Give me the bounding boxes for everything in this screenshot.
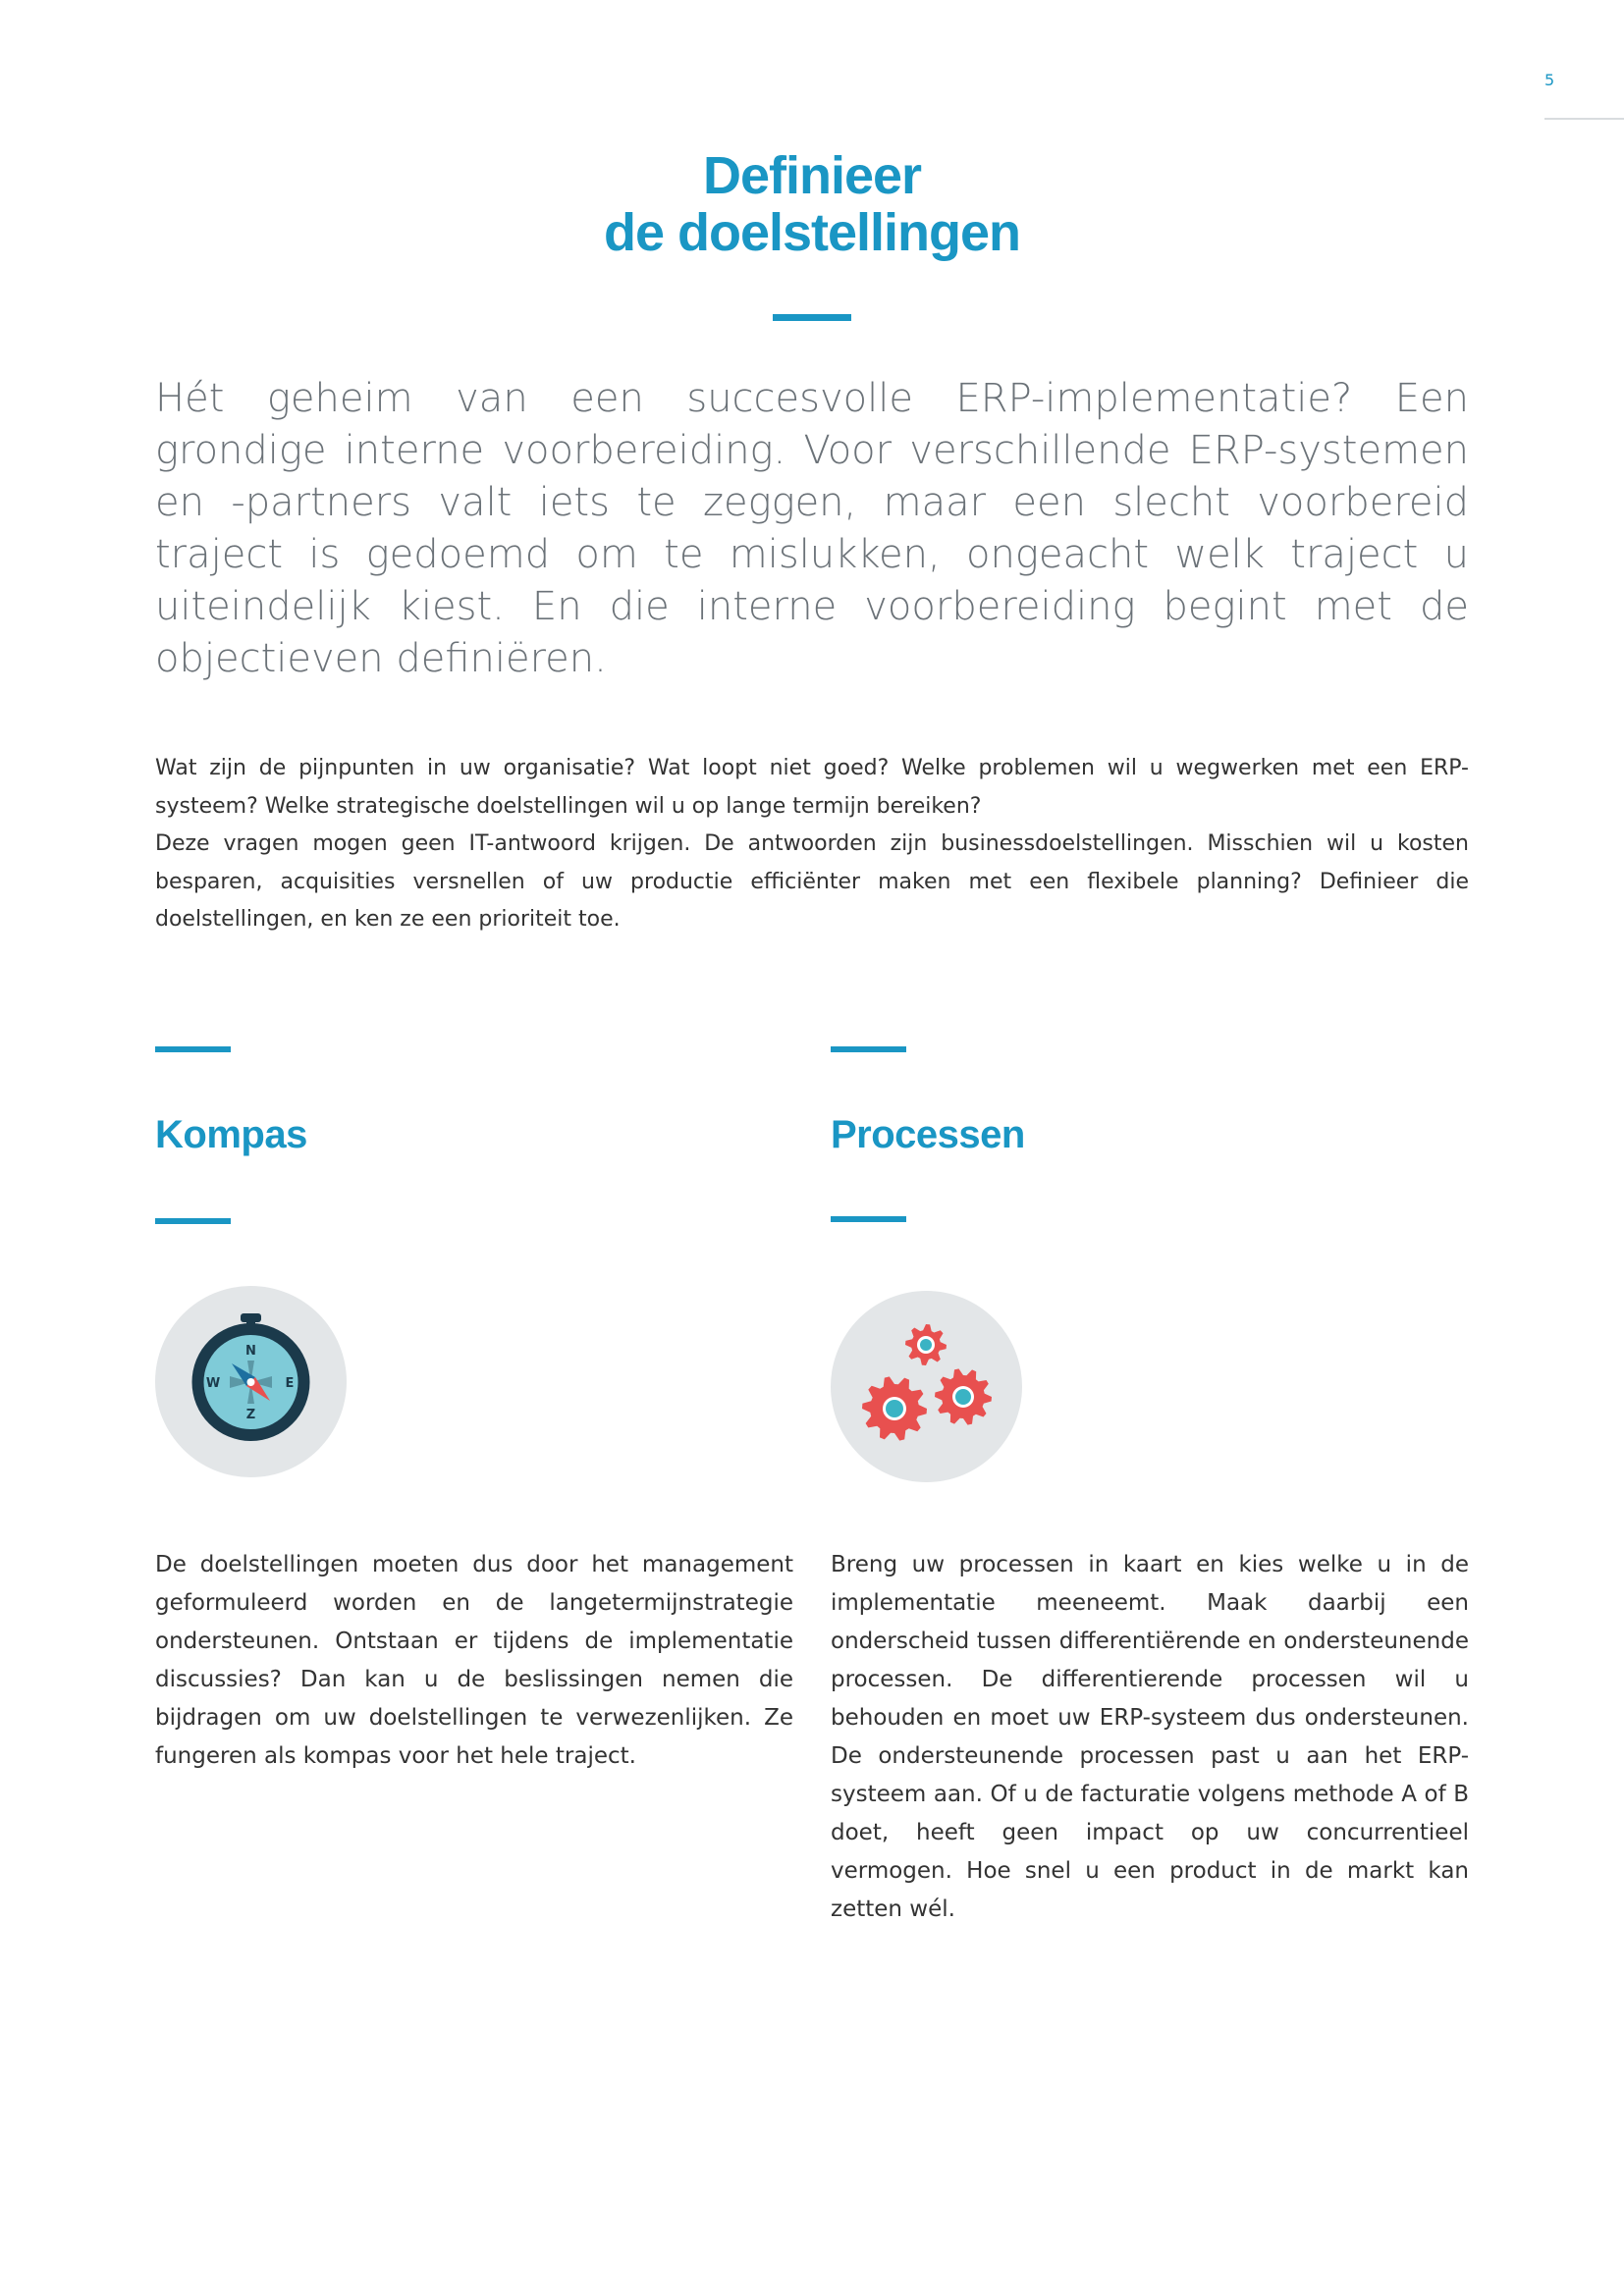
intro-paragraph-2: Deze vragen mogen geen IT-antwoord krijgen. De antwoorden zijn businessdoelstellingen. Misschien wil u kosten besparen, acquisities versnellen of uw productie efficiënter maken met een flexibele planning? Definieer die doelstellingen, en ken ze een prioriteit toe. [155, 831, 1469, 932]
compass-letter-n: N [245, 1344, 256, 1359]
compass-icon [155, 1286, 347, 1477]
kompas-top-rule [155, 1046, 231, 1052]
title-divider [773, 314, 851, 321]
gear-medium [935, 1368, 992, 1424]
gear-small [905, 1324, 947, 1365]
compass-letter-e: E [285, 1376, 295, 1391]
kompas-heading: Kompas [155, 1113, 307, 1156]
kompas-bottom-rule [155, 1218, 231, 1224]
kompas-text: De doelstellingen moeten dus door het management geformuleerd worden en de langetermijnstrategie ondersteunen. Ontstaan er tijdens de implementatie discussies? Dan kan u de beslissingen nemen die bijdragen om uw doelstellingen te verwezenlijken. Ze fungeren als kompas voor het hele traject. [155, 1552, 793, 1769]
processen-heading: Processen [831, 1113, 1025, 1156]
compass-icon-badge [155, 1286, 347, 1477]
page-title [0, 147, 1624, 261]
intro-paragraphs [155, 750, 1469, 939]
lead-paragraph: Hét geheim van een succesvolle ERP-implementatie? Een grondige interne voorbereiding. Voor verschillende ERP-systemen en -partners valt iets te zeggen, maar een slecht voorbereid traject is gedoemd om te mislukken, ongeacht welk traject u uiteindelijk kiest. En die interne voorbereiding begint met de objectieven definiëren. [155, 376, 1469, 681]
processen-bottom-rule [831, 1216, 906, 1222]
compass-letter-s: Z [245, 1408, 256, 1422]
gears-icon-badge [831, 1291, 1022, 1482]
intro-paragraph-1: Wat zijn de pijnpunten in uw organisatie? Wat loopt niet goed? Welke problemen wil u wegwerken met een ERP-systeem? Welke strategische doelstellingen wil u op lange termijn bereiken? [155, 756, 1469, 819]
processen-top-rule [831, 1046, 906, 1052]
page-number-rule [1544, 118, 1624, 120]
gear-large [862, 1376, 927, 1440]
title-line-2: de doelstellingen [603, 203, 1021, 262]
gears-icon [831, 1291, 1022, 1482]
processen-text: Breng uw processen in kaart en kies welke u in de implementatie meeneemt. Maak daarbij een onderscheid tussen differentiërende en ondersteunende processen. De differentierende processen wil u behouden en moet uw ERP-systeem dus ondersteunen. De ondersteunende processen past u aan het ERP-systeem aan. Of u de facturatie volgens methode A of B doet, heeft geen impact op uw concurrentieel vermogen. Hoe snel u een product in de markt kan zetten wél. [831, 1552, 1469, 1922]
compass-letter-w: W [205, 1376, 221, 1391]
page-number: 5 [1544, 71, 1555, 89]
title-line-1: Definieer [702, 146, 922, 205]
